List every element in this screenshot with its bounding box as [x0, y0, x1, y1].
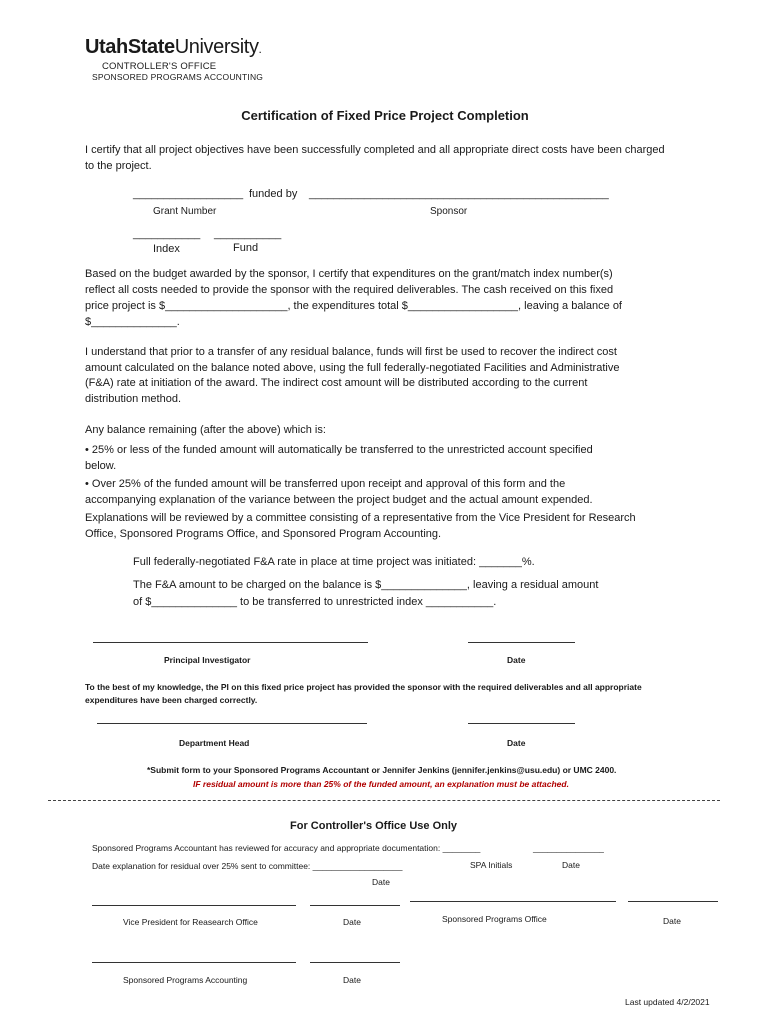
spa-date-label: Date [562, 860, 580, 870]
fund-field[interactable]: ___________ [214, 228, 282, 240]
residual-para-line: (F&A) rate at initiation of the award. The indirect cost amount will be distributed according to the current [85, 377, 588, 389]
office-name: CONTROLLER'S OFFICE [102, 61, 217, 72]
fund-label: Fund [233, 242, 259, 254]
spa-review-date-field[interactable]: _______________ [533, 843, 604, 853]
residual-para-line: amount calculated on the balance noted above, using the full federally-negotiated Facilities and Administrative [85, 362, 620, 374]
spa-signature-line[interactable] [92, 962, 296, 963]
logo-brand-regular: University [174, 36, 259, 58]
vp-date-line[interactable] [310, 905, 400, 906]
spo-date-line[interactable] [628, 901, 718, 902]
budget-para-line: Based on the budget awarded by the sponsor, I certify that expenditures on the grant/match index number(s) [85, 268, 613, 280]
residual-transfer-field[interactable]: of $______________ to be transferred to unrestricted index ___________. [133, 596, 497, 608]
last-updated: Last updated 4/2/2021 [625, 997, 710, 1007]
pi-date-label: Date [507, 655, 526, 665]
page-title: Certification of Fixed Price Project Completion [241, 108, 529, 123]
bullet-over-25-cont: accompanying explanation of the variance between the project budget and the actual amount expended. [85, 494, 593, 506]
explanation-date-label: Date [372, 877, 390, 887]
budget-para-line[interactable]: price project is $____________________, the expenditures total $__________________, leaving a balance of [85, 300, 622, 312]
bullet-over-25-cont: Explanations will be reviewed by a committee consisting of a representative from the Vice President for Research [85, 512, 636, 524]
spa-date-label-bottom: Date [343, 975, 361, 985]
residual-para-line: I understand that prior to a transfer of any residual balance, funds will first be used to recover the indirect cost [85, 346, 617, 358]
submit-note: *Submit form to your Sponsored Programs Accountant or Jennifer Jenkins (jennifer.jenkins@usu.edu) or UMC 2400. [147, 765, 617, 775]
spo-signature-line[interactable] [410, 901, 616, 902]
bullet-over-25-cont: Office, Sponsored Programs Office, and Sponsored Program Accounting. [85, 528, 442, 540]
grant-number-label: Grant Number [153, 206, 217, 217]
bullet-25-or-less-cont: below. [85, 460, 117, 472]
sponsor-label: Sponsor [430, 206, 468, 217]
spo-date-label: Date [663, 916, 681, 926]
fa-amount-field[interactable]: The F&A amount to be charged on the balance is $______________, leaving a residual amount [133, 579, 599, 591]
pi-statement-cont: expenditures have been charged correctly. [85, 695, 258, 705]
budget-para-line: reflect all costs needed to provide the sponsor with the required deliverables. The cash received on this fixed [85, 284, 614, 296]
bullet-25-or-less: • 25% or less of the funded amount will automatically be transferred to the unrestricted account specified [85, 444, 593, 456]
dept-head-signature-line[interactable] [97, 723, 367, 724]
balance-intro: Any balance remaining (after the above) which is: [85, 424, 326, 436]
certification-intro: I certify that all project objectives have been successfully completed and all appropriate direct costs have been charged to the project. [85, 144, 665, 172]
section-divider [48, 800, 720, 801]
dept-head-label: Department Head [179, 738, 250, 748]
balance-field[interactable]: $______________. [85, 316, 180, 328]
vp-signature-line[interactable] [92, 905, 296, 906]
logo-brand-bold: UtahState [85, 36, 175, 58]
grant-number-field[interactable]: __________________ [133, 188, 244, 200]
vp-date-label: Date [343, 917, 361, 927]
sponsor-field[interactable]: _________________________________________________ [309, 188, 609, 200]
spo-label: Sponsored Programs Office [442, 914, 547, 924]
residual-note: IF residual amount is more than 25% of the funded amount, an explanation must be attached. [193, 779, 569, 789]
dept-head-date-line[interactable] [468, 723, 575, 724]
fa-rate-field[interactable]: Full federally-negotiated F&A rate in place at time project was initiated: _______%. [133, 556, 535, 568]
index-label: Index [153, 243, 180, 255]
spa-initials-label: SPA Initials [470, 860, 513, 870]
pi-statement: To the best of my knowledge, the PI on this fixed price project has provided the sponsor with the required deliverables and all appropriate [85, 682, 642, 692]
pi-date-line[interactable] [468, 642, 575, 643]
pi-signature-line[interactable] [93, 642, 368, 643]
spa-review-field[interactable]: Sponsored Programs Accountant has reviewed for accuracy and appropriate documentation: ________ [92, 843, 481, 853]
department-name: SPONSORED PROGRAMS ACCOUNTING [92, 72, 264, 82]
vp-label: Vice President for Reasearch Office [123, 917, 258, 927]
dept-head-date-label: Date [507, 738, 526, 748]
spa-label: Sponsored Programs Accounting [123, 975, 248, 985]
controller-heading: For Controller's Office Use Only [290, 820, 458, 832]
funded-by-label: funded by [249, 188, 298, 200]
residual-para-line: distribution method. [85, 393, 181, 405]
university-logo: UtahStateUniversity. [85, 36, 262, 58]
index-field[interactable]: ___________ [133, 228, 201, 240]
explanation-date-field[interactable]: Date explanation for residual over 25% sent to committee: ___________________ [92, 861, 403, 871]
bullet-over-25: • Over 25% of the funded amount will be transferred upon receipt and approval of this form and the [85, 478, 566, 490]
spa-date-line[interactable] [310, 962, 400, 963]
pi-label: Principal Investigator [164, 655, 251, 665]
